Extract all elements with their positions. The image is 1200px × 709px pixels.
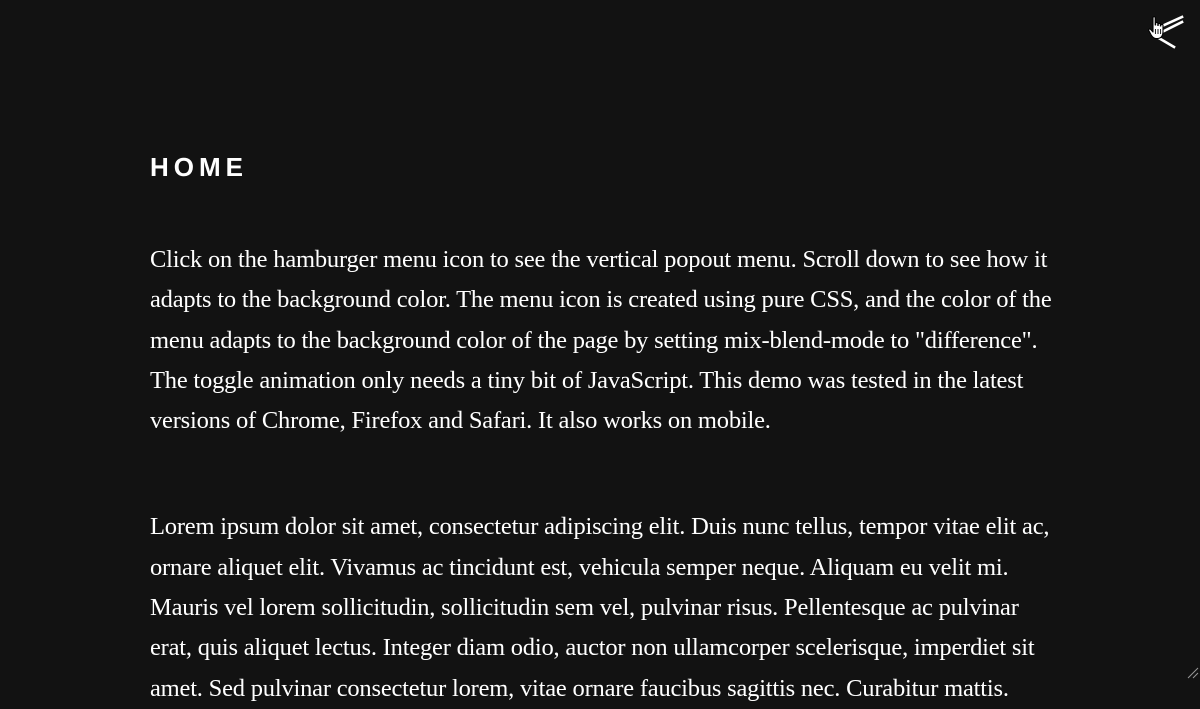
main-content xyxy=(150,150,1055,709)
intro-paragraph: Click on the hamburger menu icon to see the vertical popout menu. Scroll down to see how it adapts to the background color. The menu icon is created using pure CSS, and the color of the menu adapts to the background color of the page by setting mix-blend-mode to "difference". The toggle animation only needs a tiny bit of JavaScript. This demo was tested in the latest versions of Chrome, Firefox and Safari. It also works on mobile. xyxy=(150,246,1052,435)
hand-pointer-icon xyxy=(1148,16,1166,40)
page-title: HOME xyxy=(150,152,248,182)
lorem-paragraph: Lorem ipsum dolor sit amet, consectetur adipiscing elit. Duis nunc tellus, tempor vitae elit ac, ornare aliquet elit. Vivamus ac tincidunt est, vehicula semper neque. Aliquam eu velit mi. Mauris vel lorem sollicitudin, sollicitudin sem vel, pulvinar risus. Pellentesque ac pulvinar erat, quis aliquet lectus. Integer diam odio, auctor non ullamcorper scelerisque, imperdiet sit amet. Sed pulvinar consectetur lorem, vitae ornare faucibus sagittis nec. Curabitur mattis. xyxy=(150,513,1050,702)
resize-grip-icon[interactable] xyxy=(1187,667,1199,679)
menu-toggle-button[interactable] xyxy=(1148,16,1188,60)
